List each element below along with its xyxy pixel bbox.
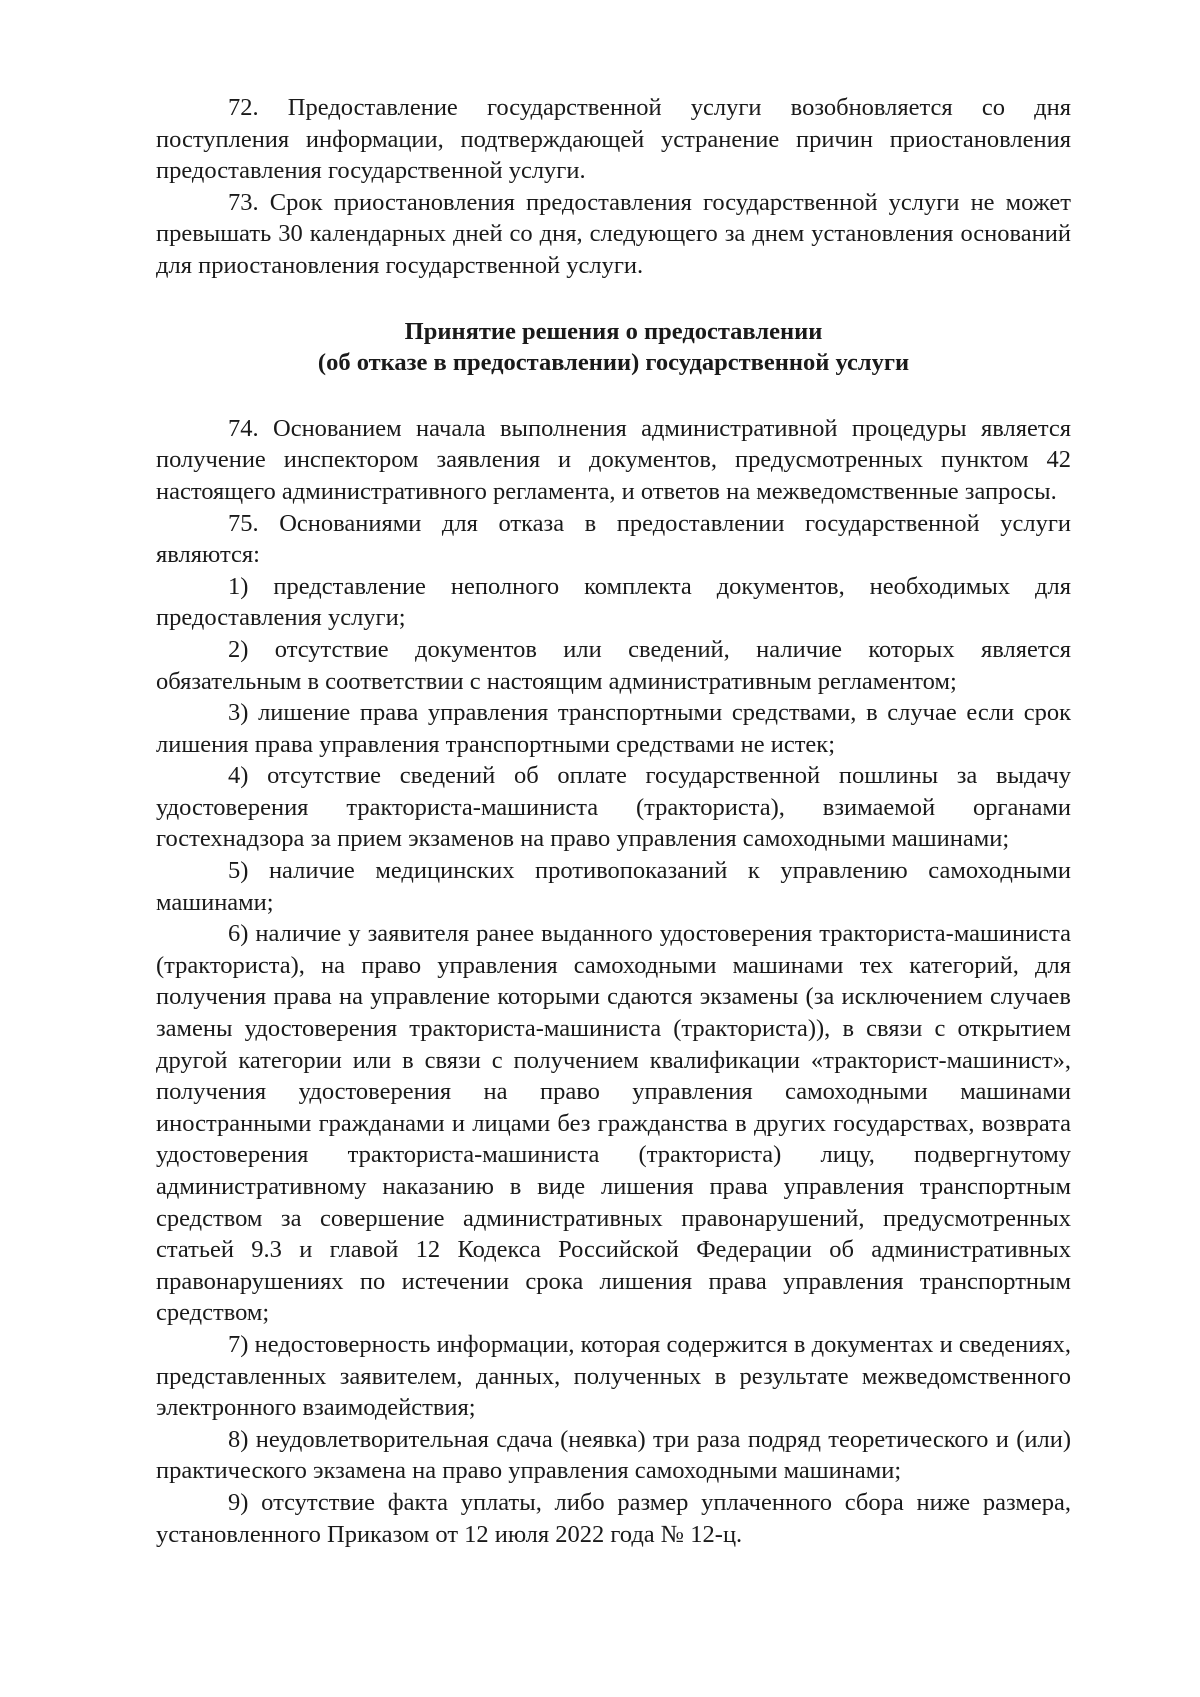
section-heading-line-1: Принятие решения о предоставлении xyxy=(404,317,823,345)
list-item-8: 8) неудовлетворительная сдача (неявка) три раза подряд теоретического и (или) практического экзамена на право управления самоходными машинами; xyxy=(156,1425,1071,1485)
document-body xyxy=(156,92,1071,1550)
paragraph-75: 75. Основаниями для отказа в предоставлении государственной услуги являются: xyxy=(156,509,1071,569)
list-item-9: 9) отсутствие факта уплаты, либо размер уплаченного сбора ниже размера, установленного Приказом от 12 июля 2022 года № 12-ц. xyxy=(156,1488,1071,1548)
list-item-3: 3) лишение права управления транспортными средствами, в случае если срок лишения права управления транспортными средствами не истек; xyxy=(156,699,1071,758)
paragraph-72: 72. Предоставление государственной услуги возобновляется со дня поступления информации, подтверждающей устранение причин приостановления предоставления государственной услуги. xyxy=(156,94,1071,185)
list-item-4: 4) отсутствие сведений об оплате государственной пошлины за выдачу удостоверения тракториста-машиниста (тракториста), взимаемой органами гостехнадзора за прием экзаменов на право управления самоходными машинами; xyxy=(156,762,1071,853)
paragraph-74: 74. Основанием начала выполнения административной процедуры является получение инспектором заявления и документов, предусмотренных пунктом 42 настоящего административного регламента, и ответов на межведомственные запросы. xyxy=(156,414,1071,505)
list-item-6: 6) наличие у заявителя ранее выданного удостоверения тракториста-машиниста (тракториста), на право управления самоходными машинами тех категорий, для получения права на управление которыми сдаются экзамены (за исключением случаев замены удостоверения тракториста-машиниста (тракториста)), в связи с открытием другой категории или в связи с получением квалификации «тракторист-машинист», получения удостоверения на право управления самоходными машинами иностранными гражданами и лицами без гражданства в других государствах, возврата удостоверения тракториста-машиниста (тракториста) лицу, подвергнутому административному наказанию в виде лишения права управления транспортным средством за совершение административных правонарушений, предусмотренных статьей 9.3 и главой 12 Кодекса Российской Федерации об административных правонарушениях по истечении срока лишения права управления транспортным средством; xyxy=(156,920,1071,1327)
list-item-1: 1) представление неполного комплекта документов, необходимых для предоставления услуги; xyxy=(156,572,1071,632)
section-heading-line-2: (об отказе в предоставлении) государственной услуги xyxy=(317,349,910,377)
list-item-5: 5) наличие медицинских противопоказаний к управлению самоходными машинами; xyxy=(156,857,1071,916)
list-item-7: 7) недостоверность информации, которая содержится в документах и сведениях, представленных заявителем, данных, полученных в результате межведомственного электронного взаимодействия; xyxy=(156,1330,1071,1422)
section-heading xyxy=(156,316,1071,379)
paragraph-73: 73. Срок приостановления предоставления государственной услуги не может превышать 30 календарных дней со дня, следующего за днем установления оснований для приостановления государственной услуги. xyxy=(156,188,1071,279)
list-item-2: 2) отсутствие документов или сведений, наличие которых является обязательным в соответствии с настоящим административным регламентом; xyxy=(156,635,1071,695)
